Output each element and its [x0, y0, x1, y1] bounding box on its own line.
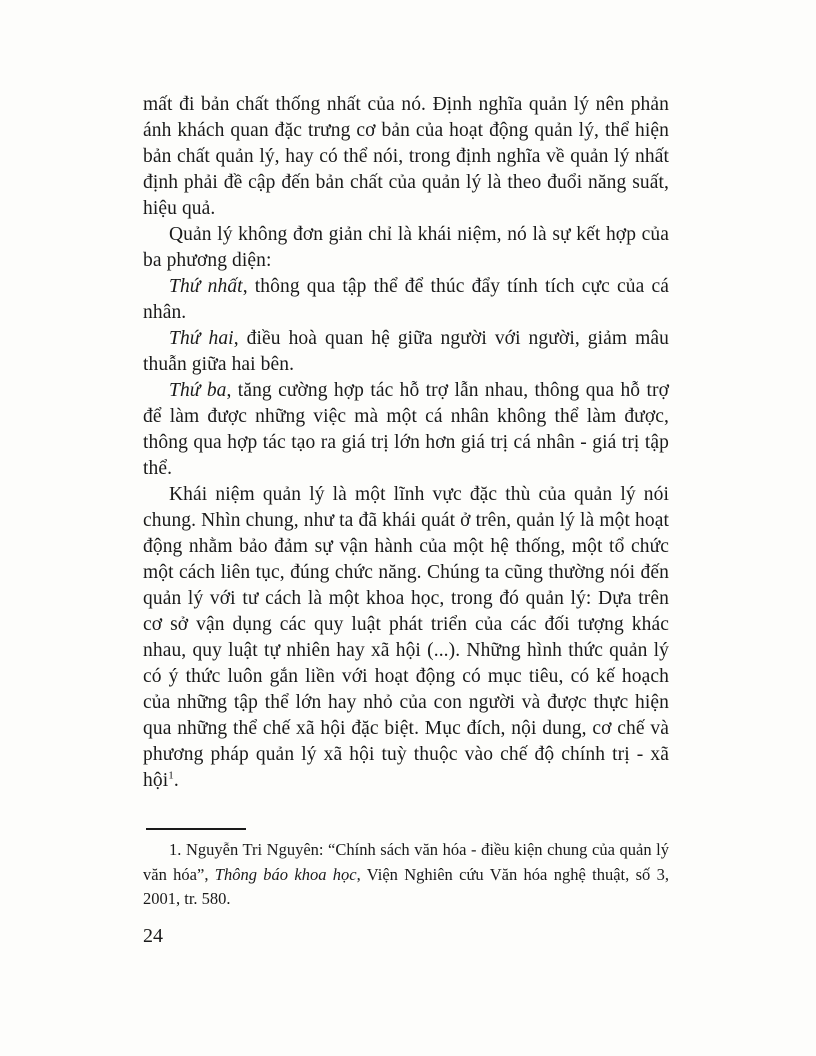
footnote-marker: 1. — [169, 840, 182, 859]
paragraph-end-punctuation: . — [173, 770, 179, 791]
page-number: 24 — [143, 925, 163, 947]
paragraph — [143, 222, 669, 274]
footnote-divider-rule — [146, 828, 246, 830]
lead-italic-text: Thứ ba — [169, 380, 227, 401]
lead-italic-text: Thứ hai — [169, 328, 234, 349]
paragraph-second-point — [143, 326, 669, 378]
footnote-entry — [143, 838, 669, 912]
paragraph-text: Quản lý không đơn giản chỉ là khái niệm, nó là sự kết hợp của ba phương diện: — [143, 224, 669, 271]
lead-italic-text: Thứ nhất — [169, 276, 243, 297]
footnote-reference-superscript: 1 — [168, 769, 174, 782]
body-text-block — [143, 92, 669, 794]
paragraph-text: , thông qua tập thể để thúc đẩy tính tích cực của cá nhân. — [143, 276, 669, 323]
paragraph-first-point — [143, 274, 669, 326]
paragraph-with-footnote — [143, 482, 669, 794]
footnote-text: Nguyễn Tri Nguyên: “Chính sách văn hóa - điều kiện chung của quản lý văn hóa”, — [143, 840, 669, 884]
footnote-block — [143, 838, 669, 912]
paragraph-text: Khái niệm quản lý là một lĩnh vực đặc thù của quản lý nói chung. Nhìn chung, như ta đã khái quát ở trên, quản lý là một hoạt động nhằm bảo đảm sự vận hành của một hệ thống, một tổ chức một cách liên tục, đúng chức năng. Chúng ta cũng thường nói đến quản lý với tư cách là một khoa học, trong đó quản lý: Dựa trên cơ sở vận dụng các quy luật phát triển của các đối tượng khác nhau, quy luật tự nhiên hay xã hội (...). Những hình thức quản lý có ý thức luôn gắn liền với hoạt động có mục tiêu, có kế hoạch của những tập thể lớn hay nhỏ của con người và được thực hiện qua những thể chế xã hội đặc biệt. Mục đích, nội dung, cơ chế và phương pháp quản lý xã hội tuỳ thuộc vào chế độ chính trị - xã hội — [143, 484, 669, 791]
paragraph-text: , điều hoà quan hệ giữa người với người, giảm mâu thuẫn giữa hai bên. — [143, 328, 670, 375]
paragraph-third-point — [143, 378, 669, 482]
paragraph-text: , tăng cường hợp tác hỗ trợ lẫn nhau, thông qua hỗ trợ để làm được những việc mà một cá nhân không thể làm được, thông qua hợp tác tạo ra giá trị lớn hơn giá trị cá nhân - giá trị tập thể. — [143, 380, 669, 479]
paragraph-continuation — [143, 92, 669, 222]
footnote-text-after: , Viện Nghiên cứu Văn hóa nghệ thuật, số 3, 2001, tr. 580. — [143, 864, 669, 908]
footnote-journal-title: Thông báo khoa học — [214, 864, 357, 884]
paragraph-text: mất đi bản chất thống nhất của nó. Định nghĩa quản lý nên phản ánh khách quan đặc trưng cơ bản của hoạt động quản lý, thể hiện bản chất quản lý, hay có thể nói, trong định nghĩa về quản lý nhất định phải đề cập đến bản chất của quản lý là theo đuổi năng suất, hiệu quả. — [143, 94, 669, 219]
